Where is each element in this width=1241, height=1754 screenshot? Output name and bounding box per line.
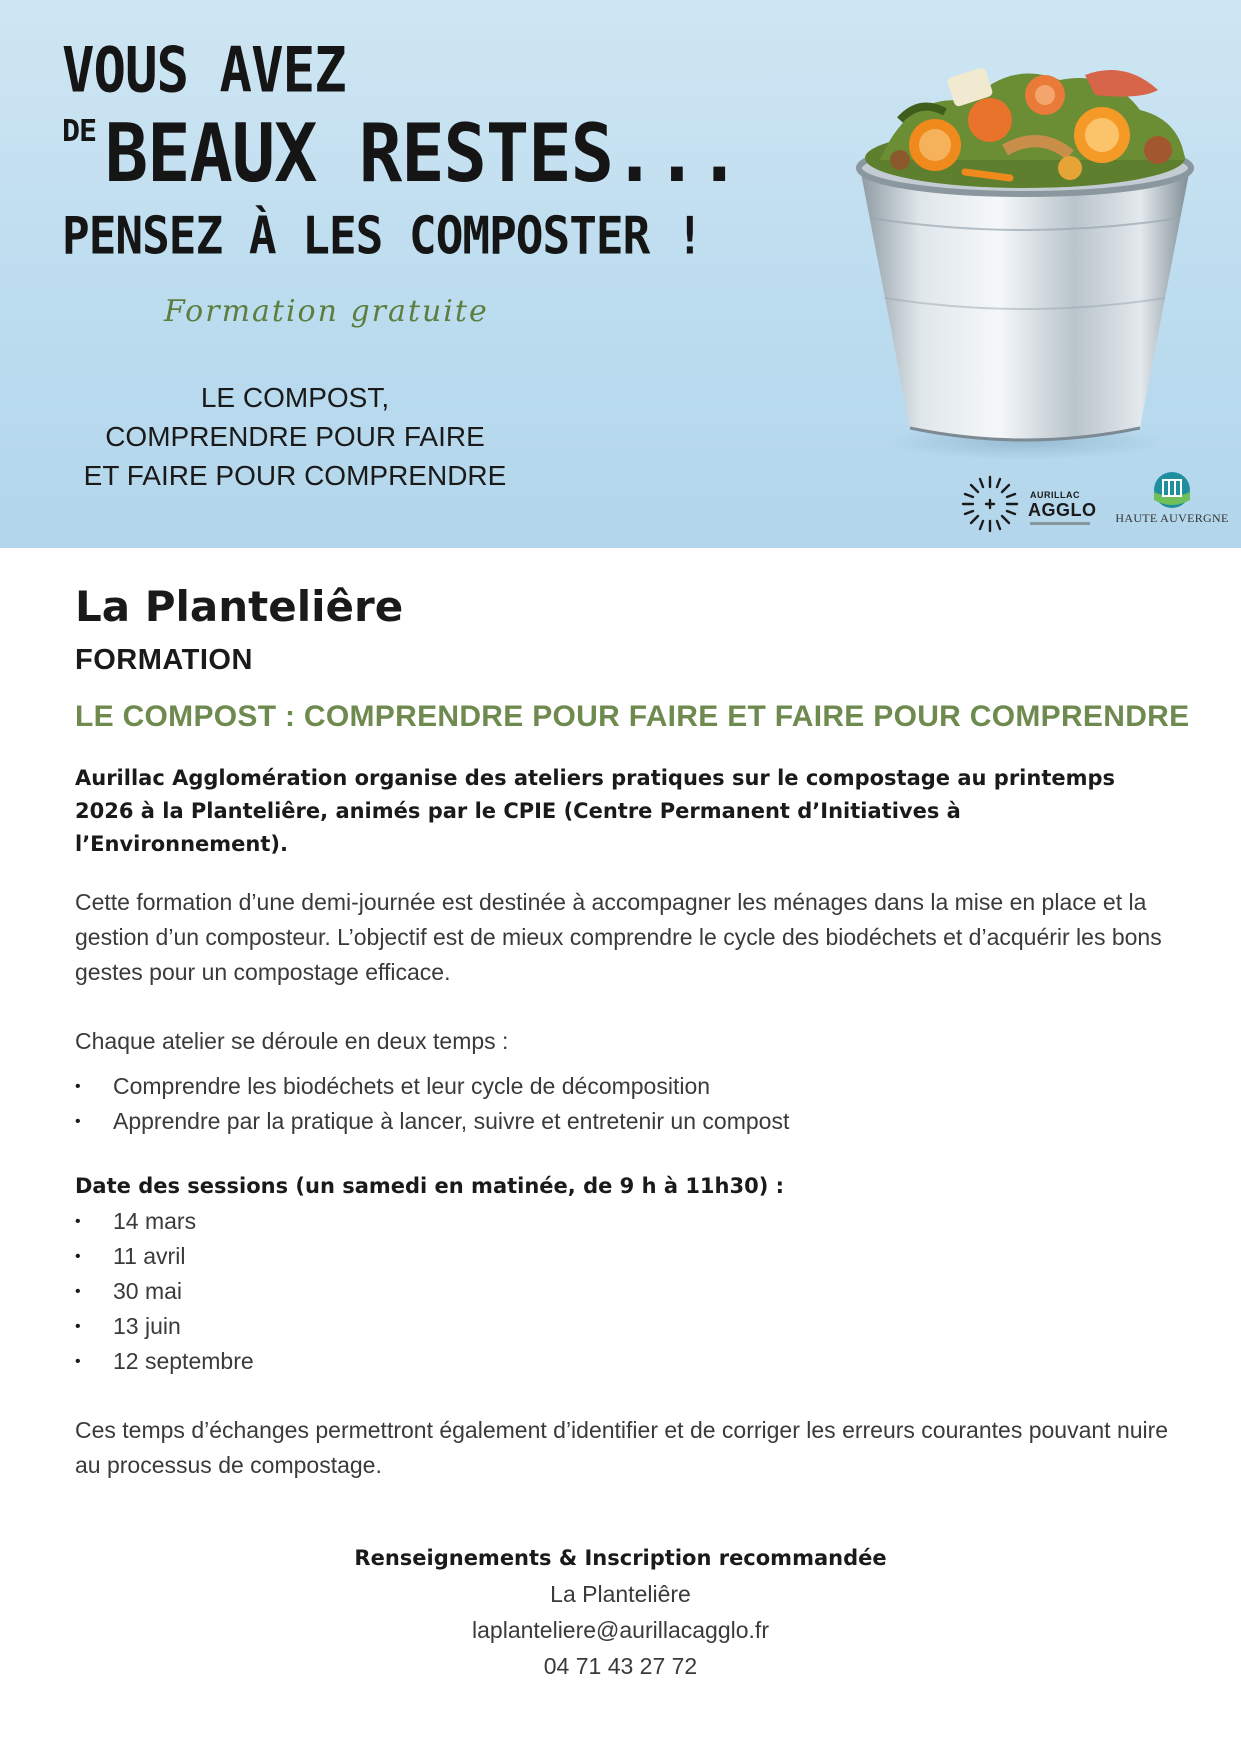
- slogan-de: DE: [62, 114, 97, 149]
- agglo-logo-main-text: AGGLO: [1028, 500, 1097, 520]
- lead-paragraph: Aurillac Agglomération organise des ateliers pratiques sur le compostage au printemps 2026 à la Planteliêre, animés par le CPIE (Centre Permanent d’Initiatives à l’Environnement).: [75, 766, 1116, 856]
- slogan-line-1: VOUS AVEZ: [62, 34, 346, 107]
- contact-title: Renseignements & Inscription recommandée: [354, 1546, 887, 1570]
- session-date: • 11 avril: [75, 1239, 1175, 1274]
- place-title: La Planteliêre: [75, 582, 404, 631]
- slogan-line-3: PENSEZ À LES COMPOSTER !: [62, 205, 703, 266]
- cpie-logo: [1112, 470, 1232, 538]
- banner-subtitle: [60, 378, 530, 495]
- session-date: • 13 juin: [75, 1309, 1175, 1344]
- contact-block: [0, 1540, 1241, 1684]
- slogan: [62, 34, 740, 266]
- session-date: • 12 septembre: [75, 1344, 1175, 1379]
- contact-phone[interactable]: 04 71 43 27 72: [543, 1653, 698, 1679]
- section-kicker: FORMATION: [75, 644, 253, 676]
- closing-paragraph: Ces temps d’échanges permettront également d’identifier et de corriger les erreurs courantes pouvant nuire au processus de compostage.: [75, 1417, 1169, 1478]
- agglo-logo-tagline-line: [1030, 522, 1090, 525]
- slogan-line-2: [62, 105, 740, 200]
- list-item: • Apprendre par la pratique à lancer, suivre et entretenir un compost: [75, 1104, 1175, 1139]
- formation-gratuite-label: Formation gratuite: [164, 294, 489, 329]
- session-date: • 30 mai: [75, 1274, 1175, 1309]
- hero-banner: [0, 0, 1241, 548]
- steps-intro: Chaque atelier se déroule en deux temps :: [75, 1028, 509, 1054]
- sunburst-logo-icon: [960, 473, 1020, 535]
- banner-subtitle-line: COMPRENDRE POUR FAIRE: [105, 421, 485, 452]
- contact-email-link[interactable]: laplanteliere@aurillacagglo.fr: [472, 1617, 769, 1643]
- list-item: • Comprendre les biodéchets et leur cycle de décomposition: [75, 1069, 1175, 1104]
- sessions-title: Date des sessions (un samedi en matinée, de 9 h à 11h30) :: [75, 1174, 785, 1198]
- banner-subtitle-line: ET FAIRE POUR COMPRENDRE: [83, 460, 507, 491]
- contact-place: La Planteliêre: [550, 1581, 691, 1607]
- session-date: • 14 mars: [75, 1204, 1175, 1239]
- banner-subtitle-line: LE COMPOST,: [200, 382, 390, 413]
- main-content: [75, 580, 1190, 1483]
- cpie-emblem-icon: [1152, 470, 1192, 510]
- agglo-logo-top-text: AURILLAC: [1030, 490, 1080, 500]
- steps-list: [75, 1069, 1175, 1139]
- compost-bucket-illustration: [840, 50, 1220, 470]
- formation-headline: LE COMPOST : COMPRENDRE POUR FAIRE ET FAIRE POUR COMPRENDRE: [75, 700, 1190, 733]
- slogan-beaux-restes: BEAUX RESTES...: [104, 105, 740, 200]
- cpie-logo-text: HAUTE AUVERGNE: [1115, 511, 1229, 525]
- description-paragraph: Cette formation d’une demi-journée est destinée à accompagner les ménages dans la mise en place et la gestion d’un composteur. L’objectif est de mieux comprendre le cycle des biodéchets et d’acquérir les bons gestes pour un compostage efficace.: [75, 889, 1162, 985]
- sessions-list: [75, 1204, 1175, 1379]
- aurillac-agglo-logo: [960, 473, 1097, 535]
